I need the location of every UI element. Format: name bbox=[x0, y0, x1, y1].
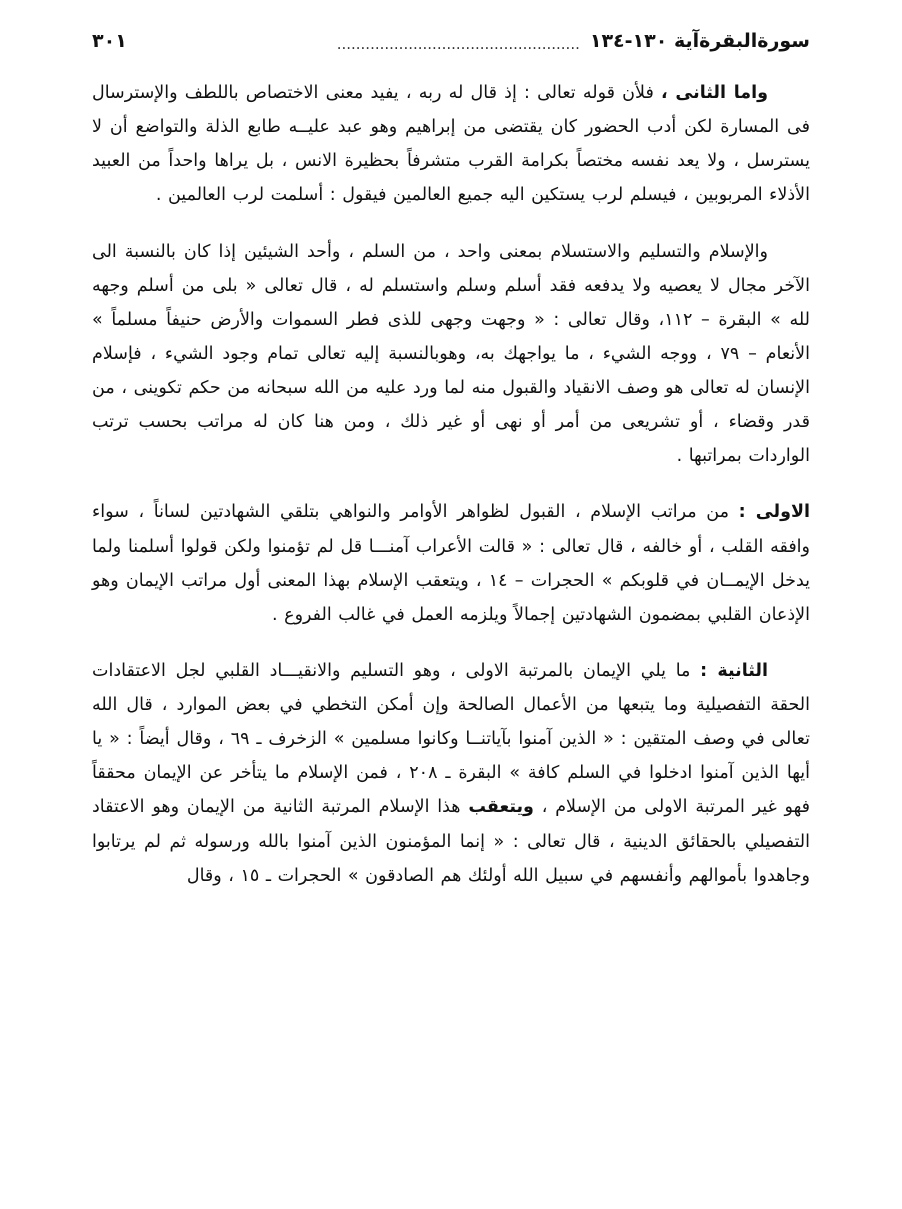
paragraph-2-text: والإسلام والتسليم والاستسلام بمعنى واحد ، من السلم ، وأحد الشيئين إذا كان بالنسبة الى الآخر مجال لا يعصيه ولا يدفعه فقد أسلم وسلم واستسلم له ، قال تعالى « بلى من أسلم وجهه لله » البقرة – ١١٢، وقال تعالى : « وجهت وجهى للذى فطر السموات والأرض حنيفاً مسلماً » الأنعام – ٧٩ ، ووجه الشيء ، ما يواجهك به، وهوبالنسبة إليه تعالى تمام وجود الشيء ، فإسلام الإنسان له تعالى هو وصف الانقياد والقبول منه لما ورد عليه من الله سبحانه من حكم تكوينى ، من قدر وقضاء ، أو تشريعى من أمر أو نهى أو غير ذلك ، ومن هنا كان له مراتب بحسب ترتب الواردات بمراتبها . bbox=[92, 241, 810, 467]
page-header bbox=[92, 30, 810, 64]
paragraph-4-lead: الثانية : bbox=[700, 660, 769, 681]
paragraph-3 bbox=[92, 495, 810, 632]
paragraph-2 bbox=[92, 235, 810, 474]
paragraph-1 bbox=[92, 76, 810, 213]
paragraph-4-bold-mid: ويتعقب bbox=[468, 797, 534, 818]
page-number: ٣٠١ bbox=[92, 30, 127, 52]
paragraph-1-lead: واما الثانى ، bbox=[661, 83, 768, 103]
paragraph-3-text: من مراتب الإسلام ، القبول لظواهر الأوامر والنواهي بتلقي الشهادتين لساناً ، سواء وافقه القلب ، أو خالفه ، قال تعالى : « قالت الأعراب آمنـــا قل لم تؤمنوا ولكن قولوا أسلمنا ولما يدخل الإيمــان في قلوبكم » الحجرات – ١٤ ، ويتعقب الإسلام بهذا المعنى أول مراتب الإيمان وهو الإذعان القلبي بمضمون الشهادتين إجمالاً ويلزمه العمل في غالب الفروع . bbox=[92, 502, 810, 625]
header-dot-leader: ................................................... bbox=[336, 36, 580, 52]
paragraph-4 bbox=[92, 654, 810, 893]
paragraph-1-text: فلأن قوله تعالى : إذ قال له ربه ، يفيد معنى الاختصاص باللطف والإسترسال فى المسارة لكن أدب الحضور كان يقتضى من إبراهيم وهو عبد عليــه طابع الذلة والتواضع أن لا يسترسل ، ولا يعد نفسه مختصاً بكرامة القرب متشرفاً بحظيرة الانس ، بل يراها واحداً من العبيد الأذلاء المربوبين ، فيسلم لرب يستكين اليه جميع العالمين فيقول : أسلمت لرب العالمين . bbox=[92, 83, 810, 206]
paragraph-4-text-after: هذا الإسلام المرتبة الثانية من الإيمان وهو الاعتقاد التفصيلي بالحقائق الدينية ، قال تعالى : « إنما المؤمنون الذين آمنوا بالله ورسوله ثم لم يرتابوا وجاهدوا بأموالهم وأنفسهم في سبيل الله أولئك هم الصادقون » الحجرات ـ ١٥ ، وقال bbox=[92, 797, 810, 886]
paragraph-4-text: ما يلي الإيمان بالمرتبة الاولى ، وهو التسليم والانقيـــاد القلبي لجل الاعتقادات الحقة التفصيلية وما يتبعها من الأعمال الصالحة وإن أمكن التخطي في بعض الموارد ، قال الله تعالى في وصف المتقين : « الذين آمنوا بآياتنــا وكانوا مسلمين » الزخرف ـ ٦٩ ، وقال أيضاً : « يا أيها الذين آمنوا ادخلوا في السلم كافة » البقرة ـ ٢٠٨ ، فمن الإسلام ما يتأخر عن الإيمان محققاً فهو غير المرتبة الاولى من الإسلام ، bbox=[92, 660, 811, 818]
page-body bbox=[92, 76, 810, 893]
paragraph-3-lead: الاولى : bbox=[738, 502, 810, 523]
running-title: سورةالبقرةآية ١٣٠-١٣٤ bbox=[589, 30, 810, 52]
